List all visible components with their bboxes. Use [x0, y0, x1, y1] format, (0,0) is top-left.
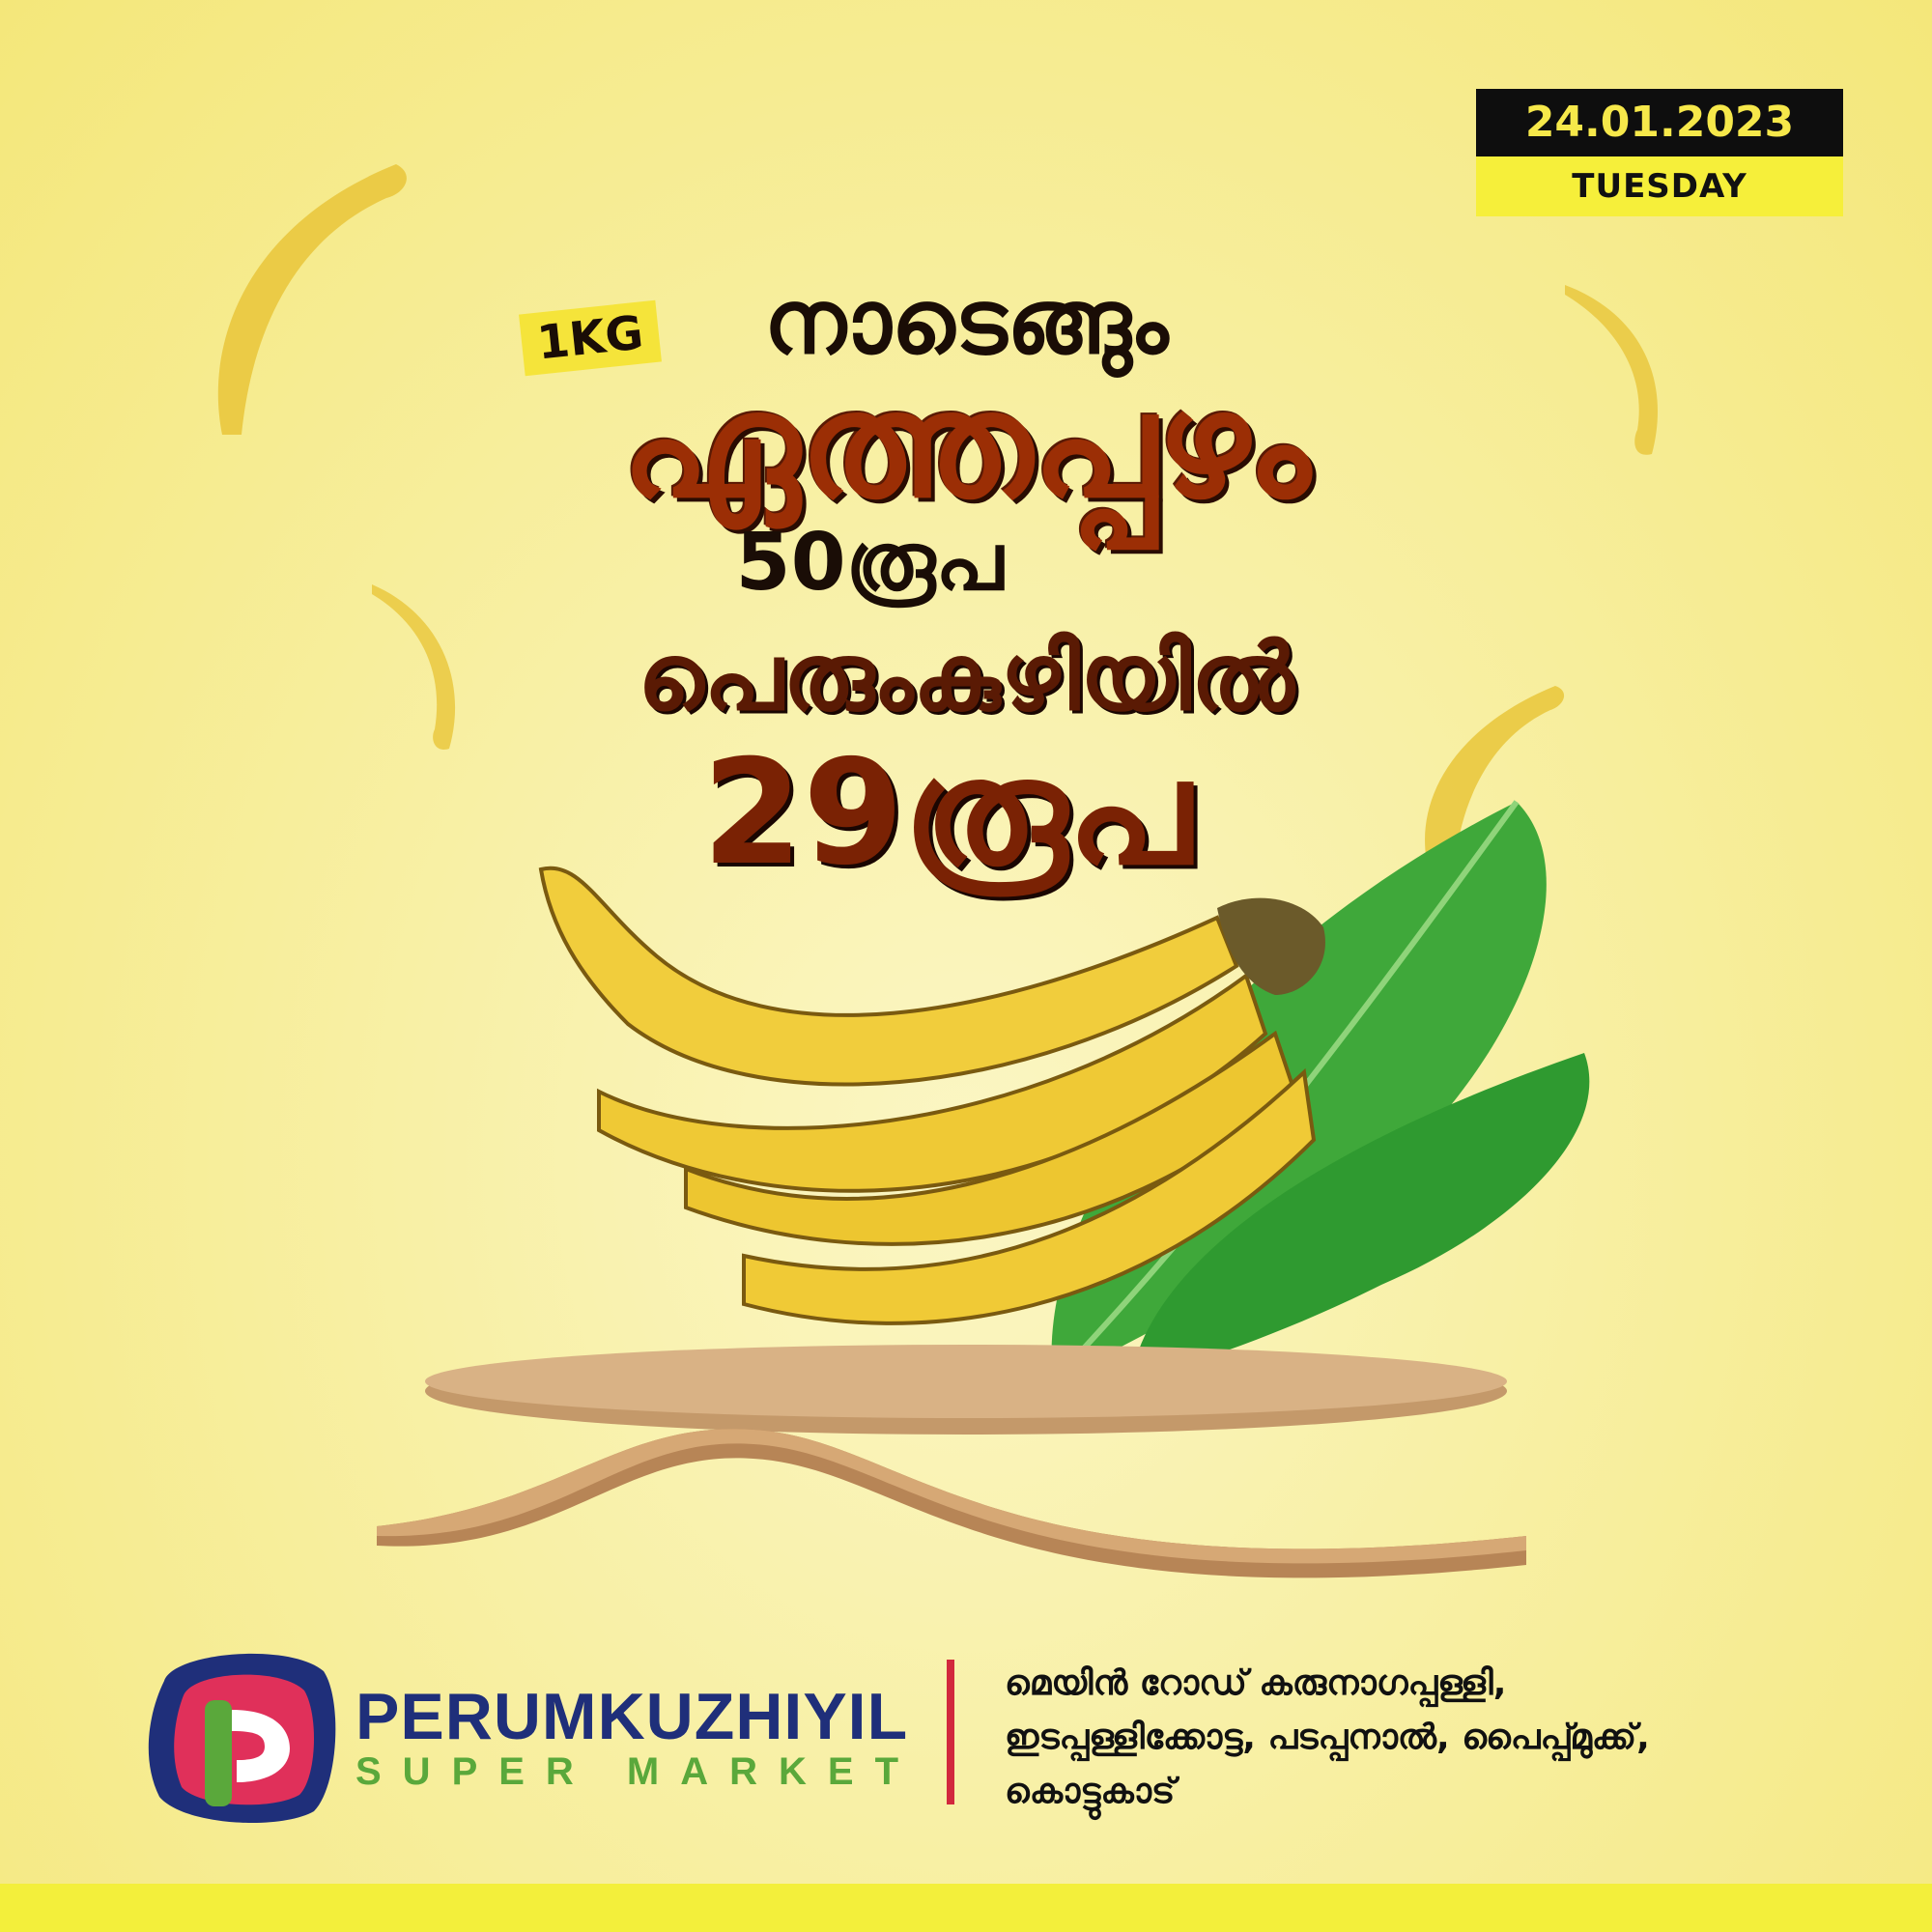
date-box — [1476, 89, 1843, 216]
floating-banana-top-right — [1555, 275, 1681, 469]
footer-divider — [947, 1660, 954, 1804]
headline-offer-price: 29രൂപ — [701, 729, 1192, 897]
day-label: TUESDAY — [1476, 156, 1843, 216]
floating-banana-top-left — [193, 145, 444, 454]
address-line3: കൊട്ടുകാട് — [1005, 1772, 1176, 1811]
footer-bar — [0, 1884, 1932, 1932]
date-value: 24.01.2023 — [1476, 89, 1843, 156]
store-logo-icon — [145, 1642, 338, 1826]
address-line2: ഇടപ്പള്ളിക്കോട്ട, പടപ്പനാൽ, പൈപ്പ്മുക്ക്, — [1005, 1718, 1650, 1757]
headline-product-name: ഏത്തപ്പഴം — [621, 362, 1311, 530]
quantity-badge: 1KG — [519, 300, 662, 376]
floating-banana-mid-left — [362, 575, 478, 758]
brand-tagline: SUPER MARKET — [355, 1750, 921, 1793]
headline-store-phrase: പെരുംകുഴിയിൽ — [638, 623, 1294, 731]
wooden-podium-illustration — [367, 1343, 1555, 1613]
brand-name: PERUMKUZHIYIL — [355, 1680, 909, 1753]
headline-old-price: 50രൂപ — [735, 517, 1004, 609]
headline-line1: നാടെങ്ങും — [763, 270, 1169, 374]
address-line1: മെയിൻ റോഡ് കരുനാഗപ്പള്ളി, — [1005, 1663, 1507, 1703]
banana-bunch-illustration — [522, 850, 1352, 1352]
